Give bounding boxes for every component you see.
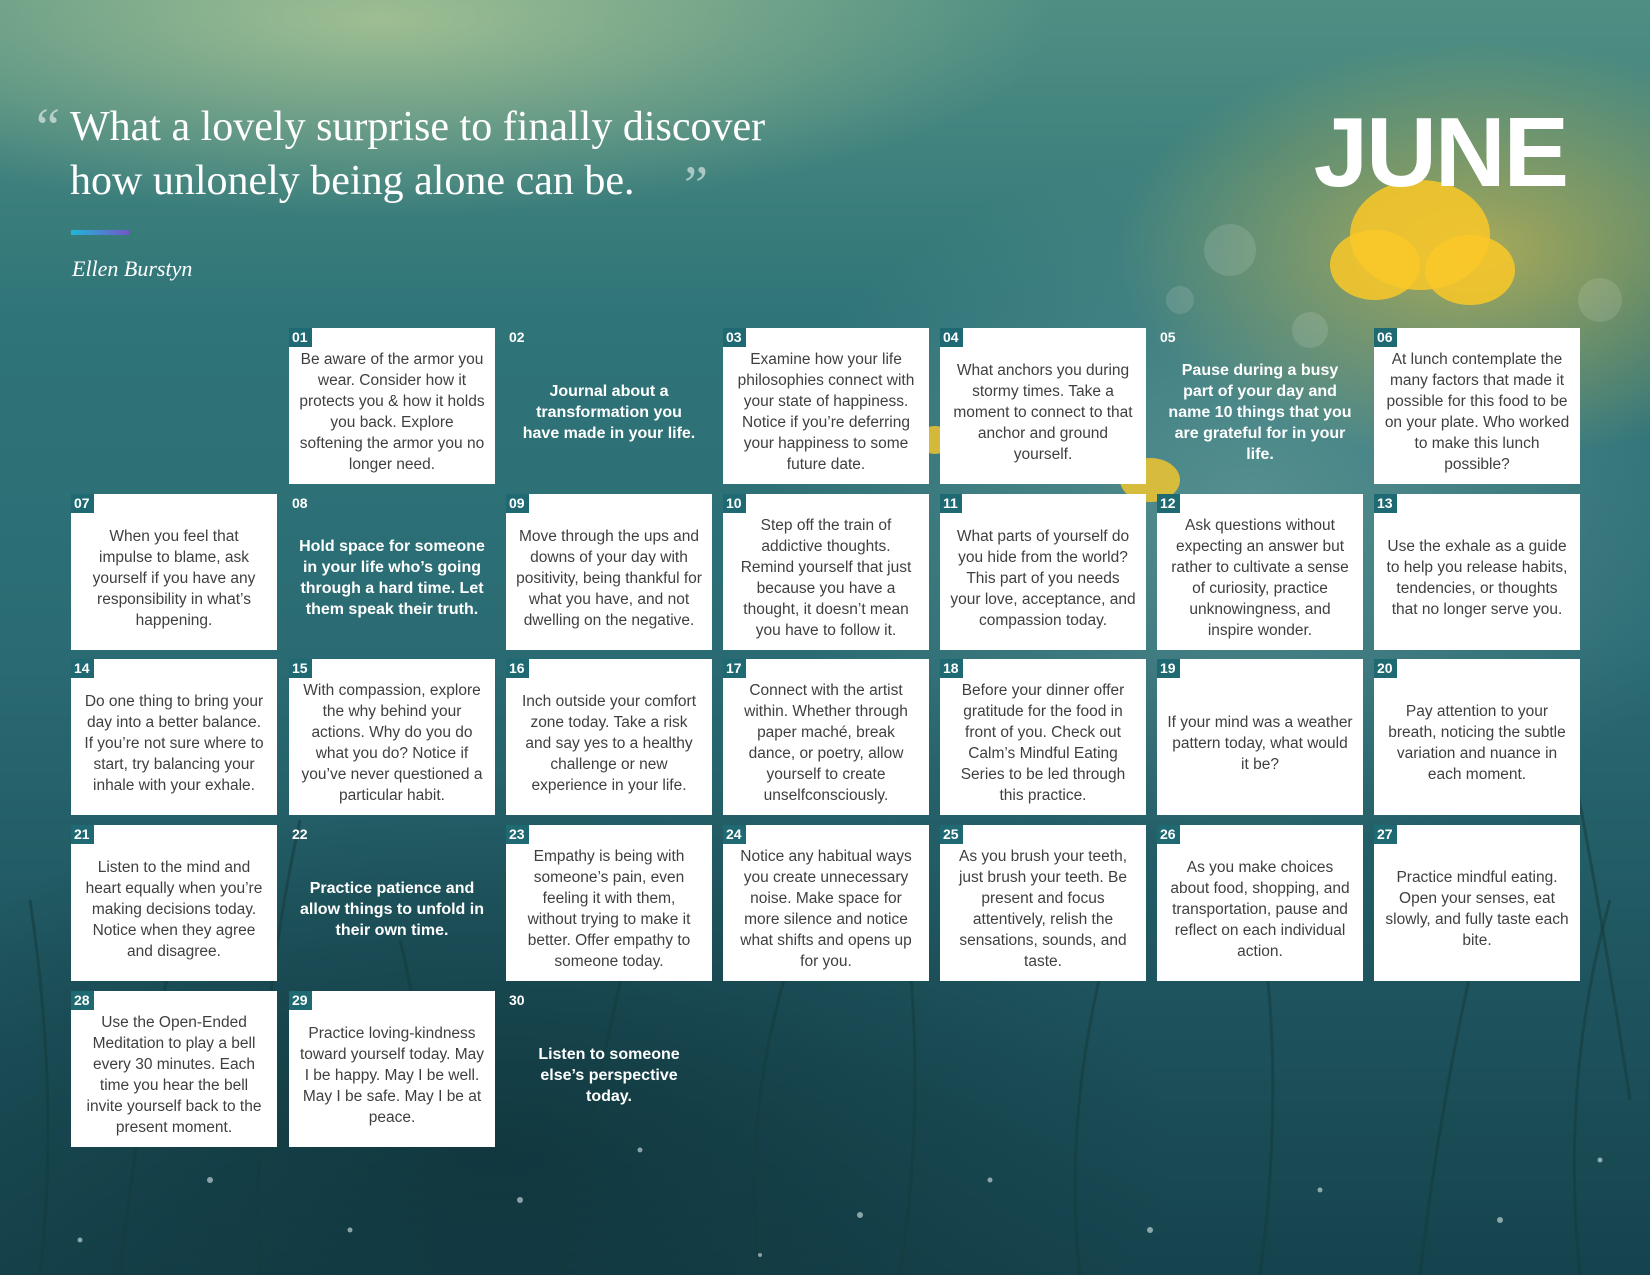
day-number: 29 <box>289 991 312 1010</box>
day-prompt: As you brush your teeth, just brush your teeth. Be present and focus attentively, relish the sensations, sounds, and taste. <box>958 848 1127 970</box>
day-prompt: Practice patience and allow things to unfold in their own time. <box>300 879 484 939</box>
day-cell <box>1374 659 1580 815</box>
day-cell <box>723 494 929 650</box>
day-number: 02 <box>509 329 525 345</box>
day-cell <box>71 991 277 1147</box>
quote-block <box>36 97 836 215</box>
day-number: 04 <box>940 328 963 347</box>
day-cell <box>1374 494 1580 650</box>
day-cell <box>723 825 929 981</box>
quote-text <box>36 97 836 208</box>
day-number: 23 <box>506 825 529 844</box>
day-number: 11 <box>940 494 962 513</box>
day-prompt: Inch outside your comfort zone today. Take a risk and say yes to a healthy challenge or new experience in your life. <box>521 692 697 794</box>
day-cell <box>723 328 929 484</box>
day-prompt: Examine how your life philosophies connect with your state of happiness. Notice if you’re deferring your happiness to some future date. <box>737 351 915 473</box>
open-quote-mark: “ <box>36 97 60 157</box>
day-cell <box>506 991 712 1147</box>
day-cell <box>1157 659 1363 815</box>
day-number: 14 <box>71 659 94 678</box>
day-prompt: What anchors you during stormy times. Take a moment to connect to that anchor and ground yourself. <box>953 361 1133 463</box>
day-prompt: Pay attention to your breath, noticing the subtle variation and nuance in each moment. <box>1388 703 1566 783</box>
day-number: 08 <box>292 495 308 511</box>
month-title: JUNE <box>1313 97 1567 207</box>
day-cell <box>289 659 495 815</box>
day-cell <box>1374 328 1580 484</box>
day-prompt: Pause during a busy part of your day and name 10 things that you are grateful for in your life. <box>1168 361 1352 463</box>
day-number: 13 <box>1374 494 1397 513</box>
day-prompt: With compassion, explore the why behind your actions. Why do you do what you do? Notice if you’ve never questioned a particular habit. <box>301 682 483 804</box>
day-number: 19 <box>1157 659 1180 678</box>
day-prompt: Listen to someone else’s perspective today. <box>538 1045 680 1105</box>
day-cell <box>1157 825 1363 981</box>
day-cell <box>940 494 1146 650</box>
day-prompt: Ask questions without expecting an answer but rather to cultivate a sense of curiosity, practice unknowingness, and inspire wonder. <box>1171 517 1349 639</box>
day-cell <box>289 991 495 1147</box>
day-number: 03 <box>723 328 746 347</box>
day-prompt: Connect with the artist within. Whether through paper maché, break dance, or poetry, allow yourself to create unselfconsciously. <box>744 682 908 804</box>
day-prompt: Move through the ups and downs of your day with positivity, being thankful for what you have, and not dwelling on the negative. <box>516 527 702 629</box>
day-prompt: Be aware of the armor you wear. Consider how it protects you & how it holds you back. Explore softening the armor you no longer need. <box>299 351 485 473</box>
day-number: 27 <box>1374 825 1397 844</box>
day-number: 07 <box>71 494 94 513</box>
day-number: 09 <box>506 494 529 513</box>
day-cell <box>940 825 1146 981</box>
day-number: 24 <box>723 825 746 844</box>
day-prompt: Practice mindful eating. Open your senses, eat slowly, and fully taste each bite. <box>1385 869 1569 949</box>
day-cell <box>1157 328 1363 484</box>
close-quote-mark: ” <box>684 155 708 215</box>
day-cell <box>289 825 495 981</box>
day-prompt: Before your dinner offer gratitude for the food in front of you. Check out Calm’s Mindful Eating Series to be led through this practice. <box>960 682 1126 804</box>
day-number: 17 <box>723 659 746 678</box>
day-number: 12 <box>1157 494 1180 513</box>
day-number: 18 <box>940 659 963 678</box>
day-cell <box>723 659 929 815</box>
quote-author: Ellen Burstyn <box>72 256 193 281</box>
day-number: 21 <box>71 825 94 844</box>
day-number: 22 <box>292 826 308 842</box>
day-prompt: When you feel that impulse to blame, ask yourself if you have any responsibility in what’s happening. <box>92 527 256 629</box>
day-number: 25 <box>940 825 963 844</box>
day-number: 16 <box>506 659 529 678</box>
day-cell <box>289 494 495 650</box>
day-cell <box>506 659 712 815</box>
day-number: 10 <box>723 494 746 513</box>
day-cell <box>289 328 495 484</box>
day-number: 26 <box>1157 825 1180 844</box>
day-prompt: Practice loving-kindness toward yourself today. May I be happy. May I be well. May I be safe. May I be at peace. <box>299 1024 485 1126</box>
day-cell <box>940 328 1146 484</box>
day-prompt: At lunch contemplate the many factors that made it possible for this food to be on your plate. Who worked to make this lunch possible? <box>1384 351 1570 473</box>
day-prompt: Notice any habitual ways you create unnecessary noise. Make space for more silence and notice what shifts and opens up for you. <box>740 848 912 970</box>
day-number: 05 <box>1160 329 1176 345</box>
day-prompt: What parts of yourself do you hide from the world? This part of you needs your love, acceptance, and compassion today. <box>950 527 1136 629</box>
day-number: 06 <box>1374 328 1397 347</box>
day-number: 28 <box>71 991 94 1010</box>
day-prompt: Empathy is being with someone’s pain, even feeling it with them, without trying to make it better. Offer empathy to someone today. <box>527 848 691 970</box>
day-cell <box>1157 494 1363 650</box>
day-cell <box>506 494 712 650</box>
day-cell <box>71 494 277 650</box>
day-prompt: Use the Open-Ended Meditation to play a bell every 30 minutes. Each time you hear the bell invite yourself back to the present moment. <box>86 1014 262 1136</box>
day-cell <box>506 328 712 484</box>
day-prompt: Journal about a transformation you have made in your life. <box>522 382 696 442</box>
day-prompt: If your mind was a weather pattern today, what would it be? <box>1167 713 1353 773</box>
day-number: 20 <box>1374 659 1397 678</box>
day-prompt: Step off the train of addictive thoughts. Remind yourself that just because you have a thought, it doesn’t mean you have to follow it. <box>740 517 912 639</box>
day-prompt: Do one thing to bring your day into a better balance. If you’re not sure where to start, try balancing your inhale with your exhale. <box>84 692 264 794</box>
day-number: 01 <box>289 328 312 347</box>
day-number: 15 <box>289 659 312 678</box>
day-prompt: Hold space for someone in your life who’s going through a hard time. Let them speak their truth. <box>299 538 485 618</box>
day-prompt: As you make choices about food, shopping, and transportation, pause and reflect on each individual action. <box>1170 858 1350 960</box>
quote-line-2: how unlonely being alone can be. <box>70 158 635 204</box>
day-cell <box>1374 825 1580 981</box>
day-prompt: Use the exhale as a guide to help you release habits, tendencies, or thoughts that no longer serve you. <box>1386 538 1568 618</box>
day-prompt: Listen to the mind and heart equally when you’re making decisions today. Notice when they agree and disagree. <box>85 858 263 960</box>
quote-line-1: What a lovely surprise to finally discover <box>70 104 766 150</box>
quote-divider <box>71 230 129 235</box>
day-cell <box>71 825 277 981</box>
day-cell <box>71 659 277 815</box>
day-cell <box>940 659 1146 815</box>
day-number: 30 <box>509 992 525 1008</box>
day-cell <box>506 825 712 981</box>
